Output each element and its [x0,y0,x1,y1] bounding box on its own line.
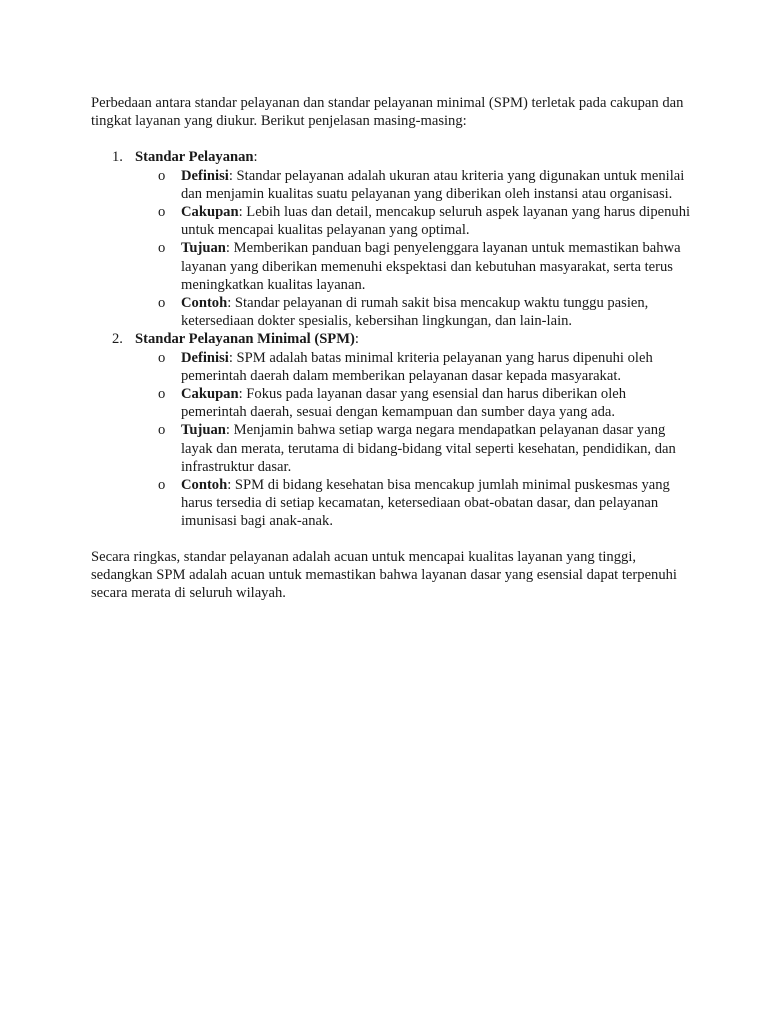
bullet-marker: o [158,386,166,403]
bullet-marker: o [158,240,166,257]
item-text: : Fokus pada layanan dasar yang esensial dan harus diberikan oleh pemerintah daerah, sesuai dengan kemampuan dan sumber daya yang ada. [181,386,627,421]
item-text: : SPM di bidang kesehatan bisa mencakup jumlah minimal puskesmas yang harus tersedia di setiap kecamatan, ketersediaan obat-obatan dasar, dan pelayanan imunisasi bagi anak-anak. [181,477,670,530]
list-number: 2. [112,331,123,348]
item-text: : Standar pelayanan di rumah sakit bisa mencakup waktu tunggu pasien, ketersediaan dokter spesialis, kebersihan lingkungan, dan lain-lain. [181,295,649,330]
section-standar-pelayanan [91,148,691,330]
section-details [135,349,691,531]
list-item-tujuan [135,239,691,294]
list-item-cakupan [135,203,691,239]
list-item-contoh [135,476,691,531]
section-details [135,167,691,331]
item-term: Tujuan [181,422,226,439]
bullet-marker: o [158,477,166,494]
item-term: Contoh [181,477,228,494]
item-text: : SPM adalah batas minimal kriteria pelayanan yang harus dipenuhi oleh pemerintah daerah dalam memberikan pelayanan dasar kepada masyarakat. [181,349,653,384]
bullet-marker: o [158,422,166,439]
document-page [91,94,691,602]
section-heading [135,148,691,166]
list-item-tujuan [135,421,691,476]
list-number: 1. [112,149,123,166]
item-text: : Lebih luas dan detail, mencakup seluruh aspek layanan yang harus dipenuhi untuk mencapai kualitas pelayanan yang optimal. [181,204,691,239]
section-title: Standar Pelayanan [135,149,254,166]
item-text: : Menjamin bahwa setiap warga negara mendapatkan pelayanan dasar yang layak dan merata, terutama di bidang-bidang vital seperti kesehatan, pendidikan, dan infrastruktur dasar. [181,422,676,475]
intro-paragraph: Perbedaan antara standar pelayanan dan standar pelayanan minimal (SPM) terletak pada cakupan dan tingkat layanan yang diukur. Berikut penjelasan masing-masing: [91,95,684,130]
summary-paragraph: Secara ringkas, standar pelayanan adalah acuan untuk mencapai kualitas layanan yang tinggi, sedangkan SPM adalah acuan untuk memastikan bahwa layanan dasar yang esensial dapat terpenuhi secara merata di seluruh wilayah. [91,548,677,602]
item-term: Definisi [181,167,229,184]
bullet-marker: o [158,349,166,366]
item-term: Definisi [181,349,229,366]
section-standar-pelayanan-minimal [91,330,691,530]
list-item-cakupan [135,385,691,421]
item-term: Cakupan [181,386,239,403]
section-title-colon: : [253,149,258,166]
comparison-list [91,148,691,530]
list-item-contoh [135,294,691,330]
section-title: Standar Pelayanan Minimal (SPM) [135,331,355,348]
section-heading [135,330,691,348]
section-title-colon: : [354,331,359,348]
item-term: Contoh [181,295,228,312]
list-item-definisi [135,167,691,203]
bullet-marker: o [158,204,166,221]
item-term: Cakupan [181,204,239,221]
item-term: Tujuan [181,240,226,257]
item-text: : Standar pelayanan adalah ukuran atau kriteria yang digunakan untuk menilai dan menjamin kualitas suatu pelayanan yang diberikan oleh instansi atau organisasi. [181,167,685,202]
bullet-marker: o [158,167,166,184]
bullet-marker: o [158,295,166,312]
item-text: : Memberikan panduan bagi penyelenggara layanan untuk memastikan bahwa layanan yang diberikan memenuhi ekspektasi dan kebutuhan masyarakat, serta terus meningkatkan kualitas layanan. [181,240,681,293]
list-item-definisi [135,349,691,385]
